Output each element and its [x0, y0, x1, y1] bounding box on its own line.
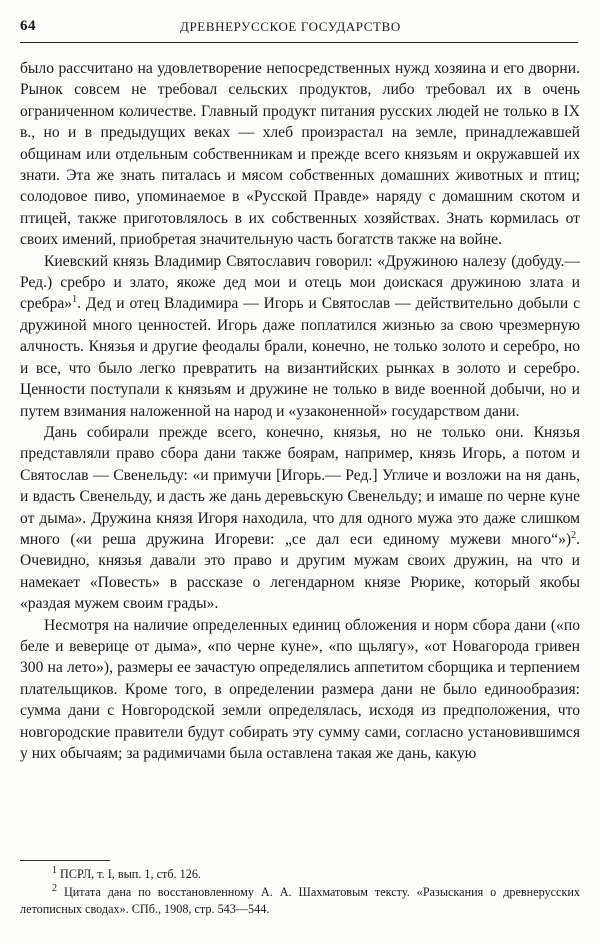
paragraph-4 — [20, 615, 580, 765]
paragraph-2 — [20, 251, 580, 422]
header-rule — [20, 42, 578, 43]
footnote-1-text: ПСРЛ, т. I, вып. 1, стб. 126. — [60, 867, 201, 881]
paragraph-1-text: было рассчитано на удовлетворение непосредственных нужд хозяина и его дворни. Рынок совсем не требовал сельских продуктов, либо требовал их в очень ограниченном количестве. Главный продукт питания русских людей не только в IX в., но и в предыдущих веках — хлеб произрастал на земле, принадлежавшей общинам или отдельным собственникам и прежде всего князьям и окружавшей их знати. Эта же знать питалась и мясом собственных домашних животных и птиц; солодовое пиво, упоминаемое в «Русской Правде» наряду с домашним скотом и птицей, также приготовлялось в их собственных хозяйствах. Знать кормилась от своих имений, приобретая значительную часть богатств также на войне. — [20, 60, 580, 249]
footnote-ref-1[interactable]: 1 — [72, 294, 78, 306]
footnote-rule — [20, 860, 110, 861]
footnote-1-mark: 1 — [52, 864, 57, 876]
paragraph-3 — [20, 422, 580, 615]
page-header — [20, 18, 578, 40]
paragraph-1 — [20, 58, 580, 251]
running-head: ДРЕВНЕРУССКОЕ ГОСУДАРСТВО — [180, 19, 401, 34]
footnotes — [20, 866, 580, 919]
paragraph-2-text: Киевский князь Владимир Святославич говорил: «Дружиною налезу (добуду.— Ред.) сребро и злато, якоже дед мои и отець мои доискася дружиною злата и сребра» — [20, 252, 580, 313]
paragraph-2-continuation: . Дед и отец Владимира — Игорь и Святослав — действительно добыли с дружиной много ценностей. Игорь даже поплатился жизнью за свою чрезмерную алчность. Князья и другие феодалы брали, конечно, не только золото и серебро, но и все, что было легко превратить на византийских рынках в золото и серебро. Ценности поступали к князьям и дружине не только в виде военной добычи, но и путем взимания наложенной на народ и «узаконенной» государством дани. — [20, 295, 580, 420]
footnote-ref-2[interactable]: 2 — [571, 529, 577, 541]
body-text — [20, 58, 580, 764]
footnote-1 — [20, 866, 580, 884]
footnote-2-text: Цитата дана по восстановленному А. А. Шахматовым тексту. «Разыскания о древнерусских летописных сводах». СПб., 1908, стр. 543—544. — [20, 884, 580, 916]
paragraph-3-text: Дань собирали прежде всего, конечно, князья, но не только они. Князья представляли право сбора дани также боярам, например, князь Игорь, а потом и Святослав — Свенельду: «и примучи [Игорь.— Ред.] Угличе и возложи на ня дань, и вдасть Свенельду, и дасть же дань деревьскую Свенельду; и имаше по черне куне от дыма». Дружина князя Игоря находила, что для одного мужа это даже слишком много («и реша дружина Игореви: „се дал еси единому мужеви много“») — [20, 423, 580, 548]
paragraph-4-text: Несмотря на наличие определенных единиц обложения и норм сбора дани («по беле и веверице от дыма», «по черне куне», «по щьлягу», «от Новагорода гривен 300 на лето»), размеры ее зачастую определялись аппетитом сборщика и терпением плательщиков. Кроме того, в определении размера дани не было единообразия: сумма дани с Новгородской земли определялась, исходя из предположения, что новгородские правители будут собирать эту сумму сами, согласно установившимся у них обычаям; за радимичами была оставлена такая же дань, какую — [20, 616, 580, 762]
footnote-2-mark: 2 — [52, 882, 57, 894]
footnote-2 — [20, 884, 580, 919]
page-number: 64 — [20, 18, 36, 34]
paragraph-3-continuation: . Очевидно, князья давали это право и другим мужам своих дружин, на что и намекает «Повесть» в рассказе о легендарном князе Рюрике, который якобы «раздая мужем своим грады». — [20, 530, 580, 613]
